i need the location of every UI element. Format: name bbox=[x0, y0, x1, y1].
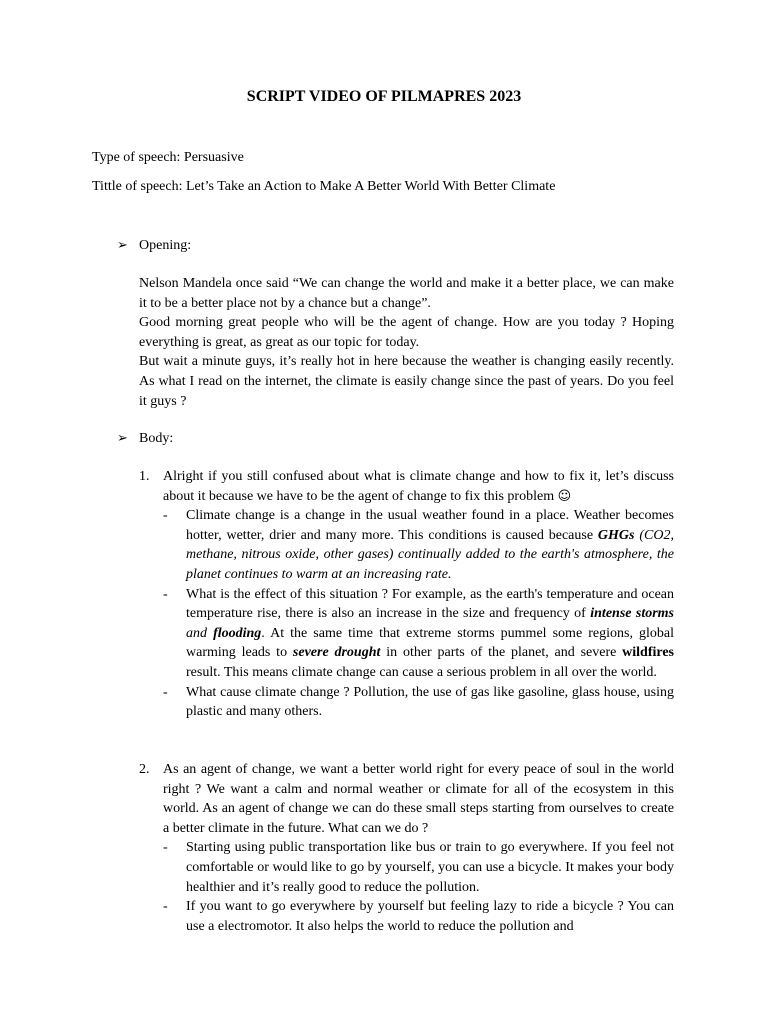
dash-bullet: - bbox=[163, 899, 168, 915]
effects-text: What is the effect of this situation ? For example, as the earth's temperature and ocean temperature rise, there is also an increase in the size and frequency of bbox=[186, 586, 674, 622]
title-of-speech: Tittle of speech: Let’s Take an Action to Make A Better World With Better Climate bbox=[92, 179, 556, 194]
type-of-speech: Type of speech: Persuasive bbox=[92, 150, 244, 165]
ghgs-explanation: (CO2, methane, nitrous oxide, other gases) continually added to the earth's atmosphere, the planet continues to warm at an increasing rate. bbox=[186, 527, 674, 582]
public-transport-text: Starting using public transportation like bus or train to go everywhere. If you feel not comfortable or would like to go by yourself, you can use a bicycle. It makes your body healthier and it’s really good to reduce the pollution. bbox=[186, 840, 674, 895]
and-text: and bbox=[186, 625, 214, 641]
item-2-bullet-public-transport bbox=[163, 838, 674, 897]
effects-text-4: result. This means climate change can cause a serious problem in all over the world. bbox=[186, 664, 657, 680]
ghgs-term: GHGs bbox=[597, 527, 635, 543]
opening-heading bbox=[117, 237, 191, 254]
item-1-bullet-definition bbox=[163, 506, 674, 584]
body-heading-label: Body: bbox=[139, 431, 174, 446]
definition-text: Climate change is a change in the usual weather found in a place. Weather becomes hotter, wetter, drier and many more. This conditions is caused because bbox=[186, 508, 674, 543]
arrow-bullet-icon: ➢ bbox=[117, 430, 128, 445]
severe-drought-term: severe drought bbox=[292, 645, 381, 661]
opening-heading-label: Opening: bbox=[139, 238, 192, 253]
document-title: SCRIPT VIDEO OF PILMAPRES 2023 bbox=[246, 88, 522, 105]
opening-weather-paragraph: But wait a minute guys, it’s really hot in here because the weather is changing easily recently. As what I read on the internet, the climate is easily change since the past of years. Do you feel it guys ? bbox=[139, 354, 674, 409]
item-number: 2. bbox=[139, 762, 150, 777]
item-number: 1. bbox=[139, 469, 150, 484]
dash-bullet: - bbox=[163, 586, 168, 602]
electromotor-text: If you want to go everywhere by yourself but feeling lazy to ride a bicycle ? You can use a electromotor. It also helps the world to reduce the pollution and bbox=[186, 899, 674, 934]
arrow-bullet-icon: ➢ bbox=[117, 237, 128, 252]
body-item-2 bbox=[139, 760, 674, 936]
item-1-intro-text: Alright if you still confused about what is climate change and how to fix it, let’s discuss about it because we have to be the agent of change to fix this problem bbox=[163, 469, 674, 504]
flooding-term: flooding bbox=[213, 625, 262, 641]
effects-text-3: in other parts of the planet, and severe bbox=[380, 645, 623, 661]
item-2-intro: As an agent of change, we want a better world right for every peace of soul in the world right ? We want a calm and normal weather or climate for all of the ecosystem in this world. As an agent of change we can do these small steps starting from ourselves to create a better climate in the future. What can we do ? bbox=[163, 762, 674, 836]
dash-bullet: - bbox=[163, 508, 168, 524]
item-1-bullet-effects bbox=[163, 585, 674, 683]
intense-storms-term: intense storms bbox=[590, 606, 674, 622]
wildfires-term: wildfires bbox=[622, 645, 675, 661]
dash-bullet: - bbox=[163, 684, 168, 700]
item-2-bullet-electromotor bbox=[163, 897, 674, 936]
opening-greeting-paragraph: Good morning great people who will be the agent of change. How are you today ? Hoping everything is great, as great as our topic for today. bbox=[139, 315, 674, 350]
smiley-icon: ☺ bbox=[557, 488, 572, 504]
effects-text-2: . At the same time that extreme storms pummel some regions, global warming leads to bbox=[186, 625, 674, 661]
dash-bullet: - bbox=[163, 840, 168, 856]
item-1-bullet-causes bbox=[163, 683, 674, 722]
body-item-1 bbox=[139, 467, 674, 722]
opening-section bbox=[139, 274, 674, 411]
opening-quote-paragraph: Nelson Mandela once said “We can change the world and make it a better place, we can make it to be a better place not by a chance but a change”. bbox=[139, 276, 674, 311]
item-1-intro bbox=[163, 467, 674, 506]
body-heading bbox=[117, 430, 173, 447]
causes-text: What cause climate change ? Pollution, the use of gas like gasoline, glass house, using plastic and many others. bbox=[186, 684, 674, 720]
